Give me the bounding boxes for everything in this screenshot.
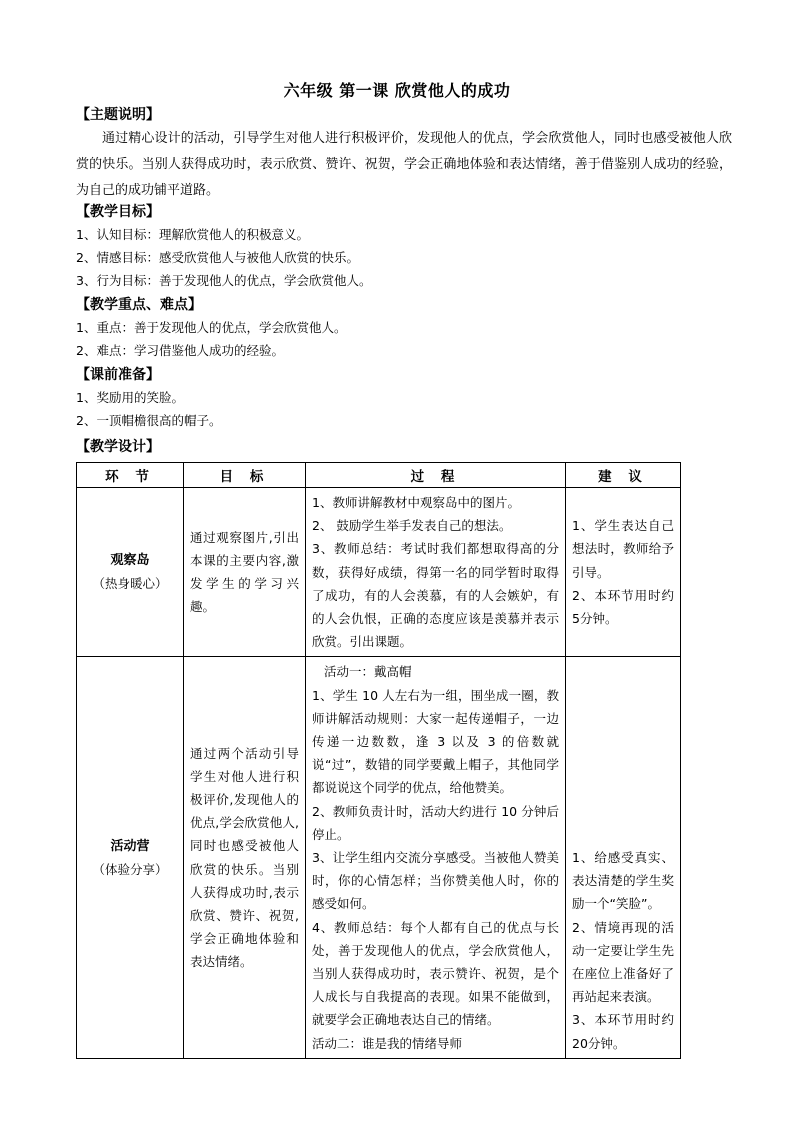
header-stage: 环 节: [77, 463, 184, 488]
activity-title: 活动一：戴高帽: [324, 664, 412, 680]
page-title: 六年级 第一课 欣赏他人的成功: [283, 81, 511, 100]
keypoints-section: [76, 294, 732, 362]
prep-item: 2、一顶帽檐很高的帽子。: [76, 413, 222, 428]
table-row: [77, 488, 681, 657]
process-cell: [306, 657, 566, 1058]
process-step: 2、教师负责计时，活动大约进行 10 分钟后停止。: [312, 803, 559, 842]
process-step: 3、教师总结：考试时我们都想取得高的分数，获得好成绩，得第一名的同学暂时取得了成功，有的人会羡慕，有的人会嫉妒，有的人会仇恨，正确的态度应该是羡慕并表示欣赏。引出课题。: [312, 541, 559, 650]
header-process: 过 程: [306, 463, 566, 488]
process-step: 1、教师讲解教材中观察岛中的图片。: [312, 495, 520, 510]
goal-item: 3、行为目标：善于发现他人的优点，学会欣赏他人。: [76, 273, 372, 288]
suggestion-item: 3、本环节用时约20分钟。: [572, 1012, 674, 1051]
theme-section: [76, 104, 732, 204]
goal-item: 2、情感目标：感受欣赏他人与被他人欣赏的快乐。: [76, 250, 359, 265]
keypoints-heading: 【教学重点、难点】: [76, 297, 202, 313]
process-step: 1、学生 10 人左右为一组，围坐成一圈，教师讲解活动规则：大家一起传递帽子，一边传递一边数数，逢 3 以及 3 的倍数就说“过”，数错的同学要戴上帽子，其他同学都说说这个同学的优点，给他赞美。: [312, 687, 559, 796]
prep-section: [76, 364, 732, 432]
design-section: [76, 436, 732, 458]
stage-cell: [77, 488, 184, 657]
stage-name: 活动营: [110, 838, 150, 854]
process-cell: [306, 488, 566, 657]
stage-subtitle: （热身暖心）: [92, 576, 168, 592]
stage-name: 观察岛: [110, 553, 150, 569]
stage-subtitle: （体验分享）: [92, 861, 168, 877]
prep-heading: 【课前准备】: [76, 367, 160, 383]
design-heading: 【教学设计】: [76, 439, 160, 455]
table-header-row: [77, 463, 681, 488]
goal-text: 通过两个活动引导学生对他人进行积极评价,发现他人的优点,学会欣赏他人,同时也感受被他人欣赏的快乐。当别人获得成功时,表示欣赏、赞许、祝贺,学会正确地体验和表达情绪。: [190, 745, 299, 970]
keypoint-item: 1、重点：善于发现他人的优点，学会欣赏他人。: [76, 320, 347, 335]
process-step: 4、教师总结：每个人都有自己的优点与长处，善于发现他人的优点，学会欣赏他人，当别人获得成功时，表示赞许、祝贺，是个人成长与自我提高的表现。如果不能做到，就要学会正确地表达自己的情绪。: [312, 919, 559, 1028]
suggestion-cell: [566, 488, 681, 657]
goal-cell: [184, 488, 306, 657]
activity-title: 活动二：谁是我的情绪导师: [312, 1035, 463, 1051]
design-table: [76, 462, 681, 1059]
table-row: [77, 657, 681, 1058]
process-step: 3、让学生组内交流分享感受。当被他人赞美时，你的心情怎样；当你赞美他人时，你的感受如何。: [312, 850, 559, 912]
process-step: 2、 鼓励学生举手发表自己的想法。: [312, 518, 512, 534]
suggestion-item: 2、情境再现的活动一定要让学生先在座位上准备好了再站起来表演。: [572, 919, 674, 1005]
keypoint-item: 2、难点：学习借鉴他人成功的经验。: [76, 343, 284, 358]
suggestion-cell: [566, 657, 681, 1058]
header-goal: 目 标: [184, 463, 306, 488]
theme-heading: 【主题说明】: [76, 107, 160, 123]
stage-cell: [77, 657, 184, 1058]
header-suggestion: 建 议: [566, 463, 681, 488]
theme-text: 通过精心设计的活动，引导学生对他人进行积极评价，发现他人的优点，学会欣赏他人，同时也感受被他人欣赏的快乐。当别人获得成功时，表示欣赏、赞许、祝贺，学会正确地体验和表达情绪，善于借鉴别人成功的经验，为自己的成功铺平道路。: [76, 131, 732, 198]
suggestion-item: 2、本环节用时约5分钟。: [572, 587, 674, 627]
goals-section: [76, 201, 732, 292]
goal-text: 通过观察图片,引出本课的主要内容,激发学生的学习兴趣。: [190, 529, 299, 615]
prep-item: 1、奖励用的笑脸。: [76, 390, 184, 405]
goal-item: 1、认知目标：理解欣赏他人的积极意义。: [76, 227, 309, 242]
suggestion-item: 1、给感受真实、表达清楚的学生奖励一个“笑脸”。: [572, 850, 674, 912]
goal-cell: [184, 657, 306, 1058]
goals-heading: 【教学目标】: [76, 204, 160, 220]
suggestion-item: 1、学生表达自己想法时，教师给予引导。: [572, 518, 674, 580]
